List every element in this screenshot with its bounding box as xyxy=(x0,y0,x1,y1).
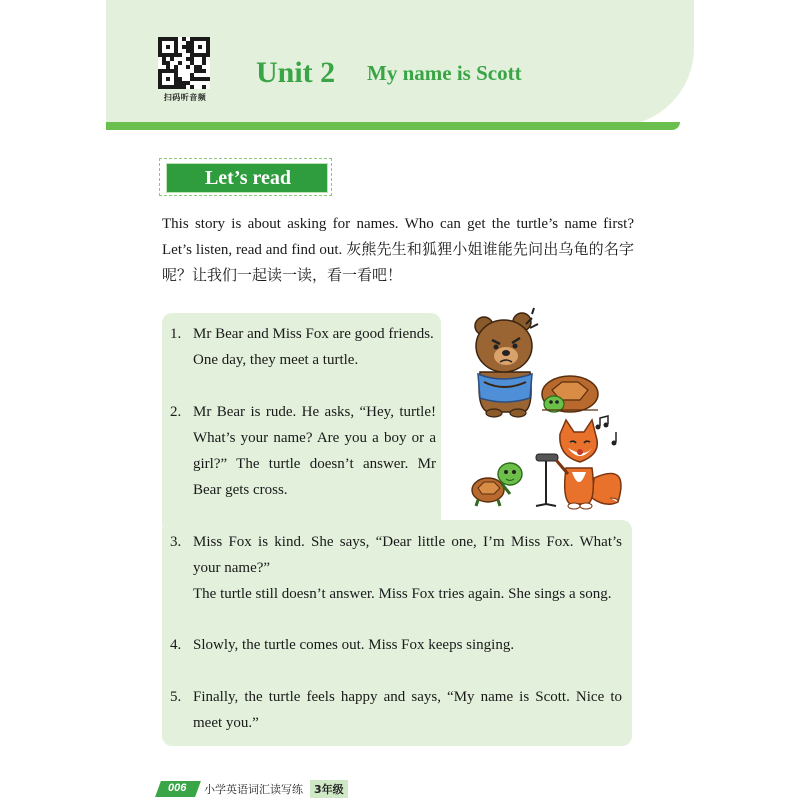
story-item-number: 5. xyxy=(170,689,182,705)
story-item-number: 3. xyxy=(170,534,182,550)
qr-code-icon[interactable] xyxy=(158,37,210,89)
footer-grade-badge: 3年级 xyxy=(310,780,348,798)
story-item xyxy=(170,399,436,503)
section-badge-text: Let’s read xyxy=(204,167,292,189)
story-item xyxy=(170,632,622,658)
story-item-text-continued: The turtle still doesn’t answer. Miss Fox tries again. She sings a song. xyxy=(193,586,612,602)
story-item xyxy=(170,529,622,607)
header-underline xyxy=(106,122,680,130)
story-item xyxy=(170,321,436,373)
unit-label: Unit 2 xyxy=(256,56,336,89)
bear-icon xyxy=(475,313,532,417)
story-item-number: 2. xyxy=(170,404,182,420)
fox-icon xyxy=(556,420,621,509)
story-item xyxy=(170,684,622,736)
turtle-icon xyxy=(472,463,522,506)
story-item-number: 4. xyxy=(170,637,182,653)
qr-caption: 扫码听音频 xyxy=(163,93,207,102)
music-note-icon xyxy=(596,416,617,446)
story-item-text: Mr Bear and Miss Fox are good friends. One day, they meet a turtle. xyxy=(193,326,434,368)
small-turtle-illustration xyxy=(470,460,528,510)
story-item-number: 1. xyxy=(170,326,182,342)
intro-paragraph: This story is about asking for names. Who can get the turtle’s name first? Let’s listen, read and find out. 灰熊先生和狐狸小姐谁能先问出乌龟的名字呢？让我们一起读一读，看一看吧！ xyxy=(162,216,634,284)
bear-illustration xyxy=(462,312,552,422)
story-box-joint-curve xyxy=(441,508,453,520)
turtle-icon xyxy=(542,376,598,412)
section-badge xyxy=(166,163,328,193)
turtle-shell-illustration xyxy=(540,372,602,416)
unit-title: My name is Scott xyxy=(367,61,522,85)
fox-illustration xyxy=(522,418,632,518)
story-item-text: Finally, the turtle feels happy and says, “My name is Scott. Nice to meet you.” xyxy=(193,689,622,731)
page-number: 006 xyxy=(168,782,187,794)
story-item-text: Miss Fox is kind. She says, “Dear little one, I’m Miss Fox. What’s your name?” xyxy=(193,534,622,576)
story-item-text: Mr Bear is rude. He asks, “Hey, turtle! What’s your name? Are you a boy or a girl?” The turtle doesn’t answer. Mr Bear gets cross. xyxy=(193,404,436,498)
footer-book-title: 小学英语词汇读写练 xyxy=(204,783,303,796)
microphone-stand-icon xyxy=(536,454,558,506)
story-item-text: Slowly, the turtle comes out. Miss Fox keeps singing. xyxy=(193,637,515,653)
